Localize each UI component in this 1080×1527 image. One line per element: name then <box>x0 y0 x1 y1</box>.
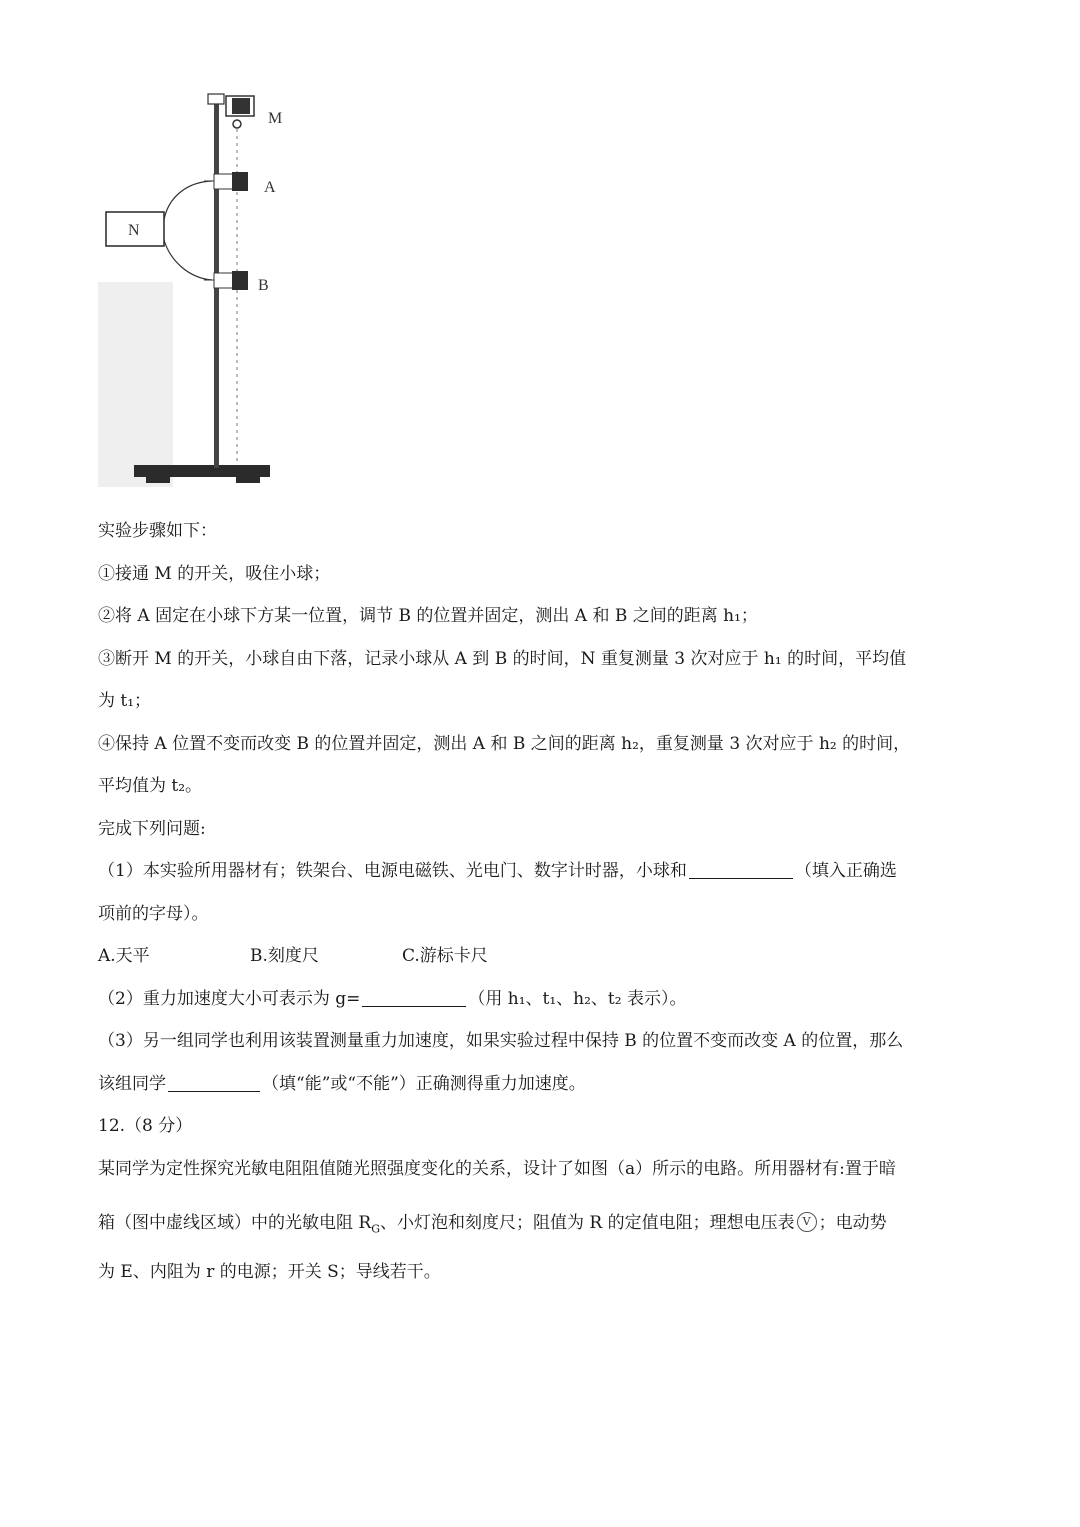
ball <box>233 120 241 128</box>
question-1-line-1 <box>98 850 988 893</box>
pole-clamp-top <box>208 94 224 104</box>
problem-12-line-2-mid: 、小灯泡和刻度尺；阻值为 R 的定值电阻；理想电压表 <box>380 1213 795 1233</box>
label-B: B <box>258 277 269 294</box>
answer-blank-1[interactable] <box>689 861 793 879</box>
wire-to-B <box>164 240 212 280</box>
problem-12-line-2 <box>98 1202 988 1251</box>
question-1-text: （1）本实验所用器材有；铁架台、电源电磁铁、光电门、数字计时器，小球和 <box>98 861 687 881</box>
questions-heading: 完成下列问题: <box>98 818 206 839</box>
answer-blank-2[interactable] <box>362 989 466 1007</box>
question-3-prefix: 该组同学 <box>98 1073 166 1094</box>
photogate-A <box>232 172 248 191</box>
option-a: A.天平 <box>98 946 150 966</box>
question-1-tail: （填入正确选 <box>794 861 897 881</box>
label-N: N <box>128 222 140 239</box>
question-1-options <box>98 935 988 978</box>
step-1: ①接通 M 的开关，吸住小球； <box>98 563 331 584</box>
question-1-line-2: 项前的字母）。 <box>98 903 209 924</box>
step-4-line-1: ④保持 A 位置不变而改变 B 的位置并固定，测出 A 和 B 之间的距离 h₂，重复测量 3 次对应于 h₂ 的时间， <box>98 733 911 754</box>
photogate-B <box>232 271 248 290</box>
option-c: C.游标卡尺 <box>402 946 488 966</box>
question-2 <box>98 978 988 1021</box>
option-b: B.刻度尺 <box>250 946 319 966</box>
problem-12-line-2-post: ；电动势 <box>818 1213 887 1233</box>
background-shading <box>98 282 173 487</box>
question-2-tail: （用 h₁、t₁、h₂、t₂ 表示）。 <box>468 988 687 1009</box>
problem-12-line-1: 某同学为定性探究光敏电阻阻值随光照强度变化的关系，设计了如图（a）所示的电路。所用器材有:置于暗 <box>98 1158 896 1179</box>
stand-foot-left <box>146 475 170 483</box>
answer-blank-3[interactable] <box>168 1074 260 1092</box>
voltmeter-icon: V <box>797 1212 817 1232</box>
subscript-G: G <box>371 1222 380 1236</box>
steps-heading: 实验步骤如下： <box>98 521 217 541</box>
wire-to-A <box>164 181 212 220</box>
step-2: ②将 A 固定在小球下方某一位置，调节 B 的位置并固定，测出 A 和 B 之间的距离 h₁； <box>98 606 758 626</box>
stand-foot-right <box>236 475 260 483</box>
question-3-line-1: （3）另一组同学也利用该装置测量重力加速度，如果实验过程中保持 B 的位置不变而改变 A 的位置，那么 <box>98 1031 904 1051</box>
electromagnet-core <box>232 98 250 114</box>
question-3-line-2 <box>98 1063 988 1106</box>
step-3-line-1: ③断开 M 的开关，小球自由下落，记录小球从 A 到 B 的时间，N 重复测量 3 次对应于 h₁ 的时间，平均值 <box>98 648 907 669</box>
step-3-line-2: 为 t₁； <box>98 691 152 711</box>
problem-text <box>98 510 988 1293</box>
step-4-line-2: 平均值为 t₂。 <box>98 776 203 796</box>
question-2-text: （2）重力加速度大小可表示为 g= <box>98 988 361 1009</box>
problem-12-heading: 12.（8 分） <box>98 1116 193 1136</box>
question-3-suffix: （填“能”或“不能”）正确测得重力加速度。 <box>262 1073 586 1094</box>
problem-12-line-2-pre: 箱（图中虚线区域）中的光敏电阻 R <box>98 1213 372 1233</box>
apparatus-figure <box>96 92 296 497</box>
label-M: M <box>268 110 283 127</box>
problem-12-line-3: 为 E、内阻为 r 的电源；开关 S；导线若干。 <box>98 1261 441 1282</box>
label-A: A <box>264 179 276 196</box>
